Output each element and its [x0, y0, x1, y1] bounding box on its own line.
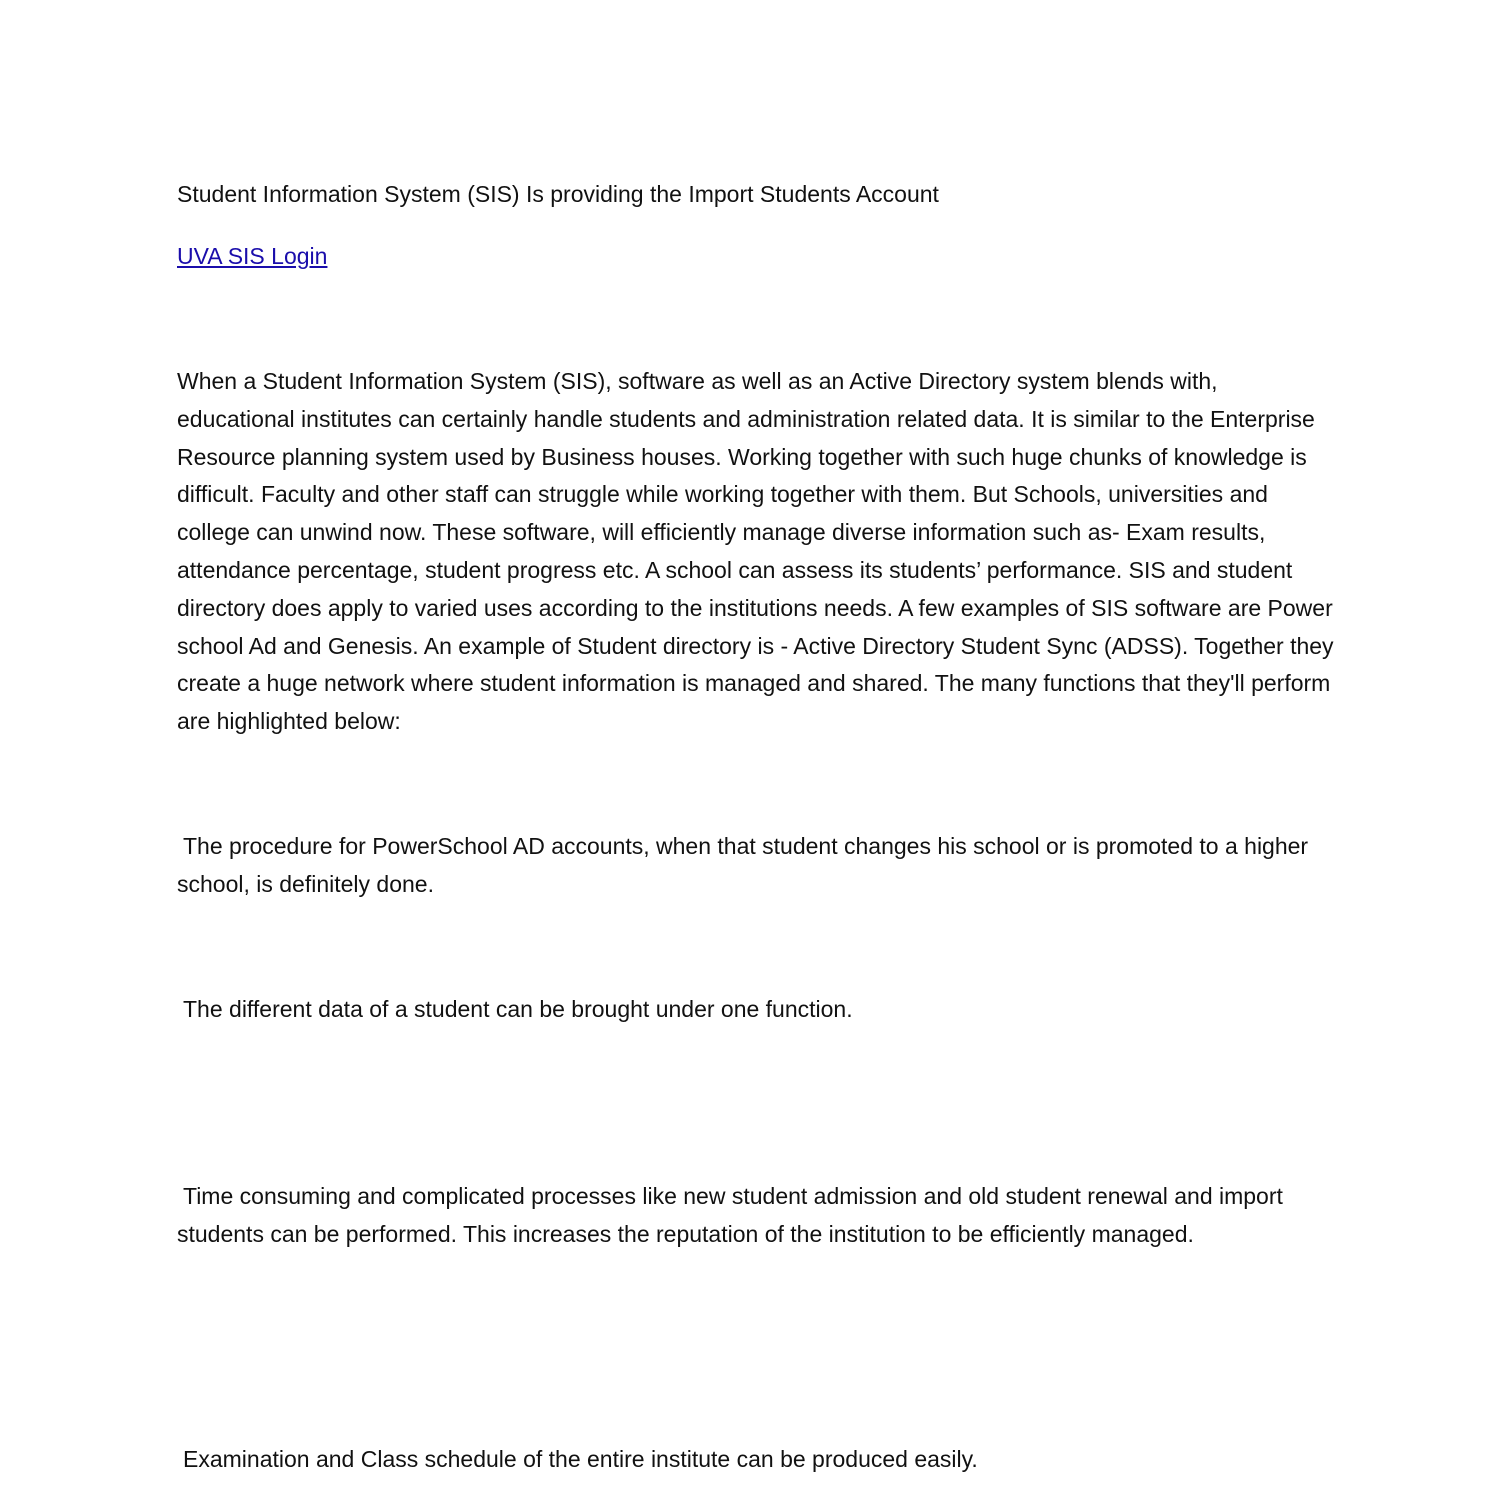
- function-paragraph-data: The different data of a student can be brought under one function.: [183, 996, 853, 1022]
- function-paragraph-schedule: Examination and Class schedule of the entire institute can be produced easily.: [183, 1446, 978, 1472]
- intro-paragraph: When a Student Information System (SIS), software as well as an Active Directory system blends with, educational institutes can certainly handle students and administration related data. It is similar to the Enterprise Resource planning system used by Business houses. Working together with such huge chunks of knowledge is difficult. Faculty and other staff can struggle while working together with them. But Schools, universities and college can unwind now. These software, will efficiently manage diverse information such as- Exam results, attendance percentage, student progress etc. A school can assess its students’ performance. SIS and student directory does apply to varied uses according to the institutions needs. A few examples of SIS software are Power school Ad and Genesis. An example of Student directory is - Active Directory Student Sync (ADSS). Together they create a huge network where student information is managed and shared. The many functions that they'll perform are highlighted below:: [177, 368, 1334, 735]
- document-title: Student Information System (SIS) Is providing the Import Students Account: [177, 181, 939, 207]
- function-paragraph-accounts: The procedure for PowerSchool AD accounts, when that student changes his school or is promoted to a higher school, is definitely done.: [177, 833, 1309, 897]
- function-paragraph-processes: Time consuming and complicated processes like new student admission and old student renewal and import students can be performed. This increases the reputation of the institution to be efficiently managed.: [177, 1183, 1283, 1247]
- uva-sis-login-link[interactable]: UVA SIS Login: [177, 243, 328, 269]
